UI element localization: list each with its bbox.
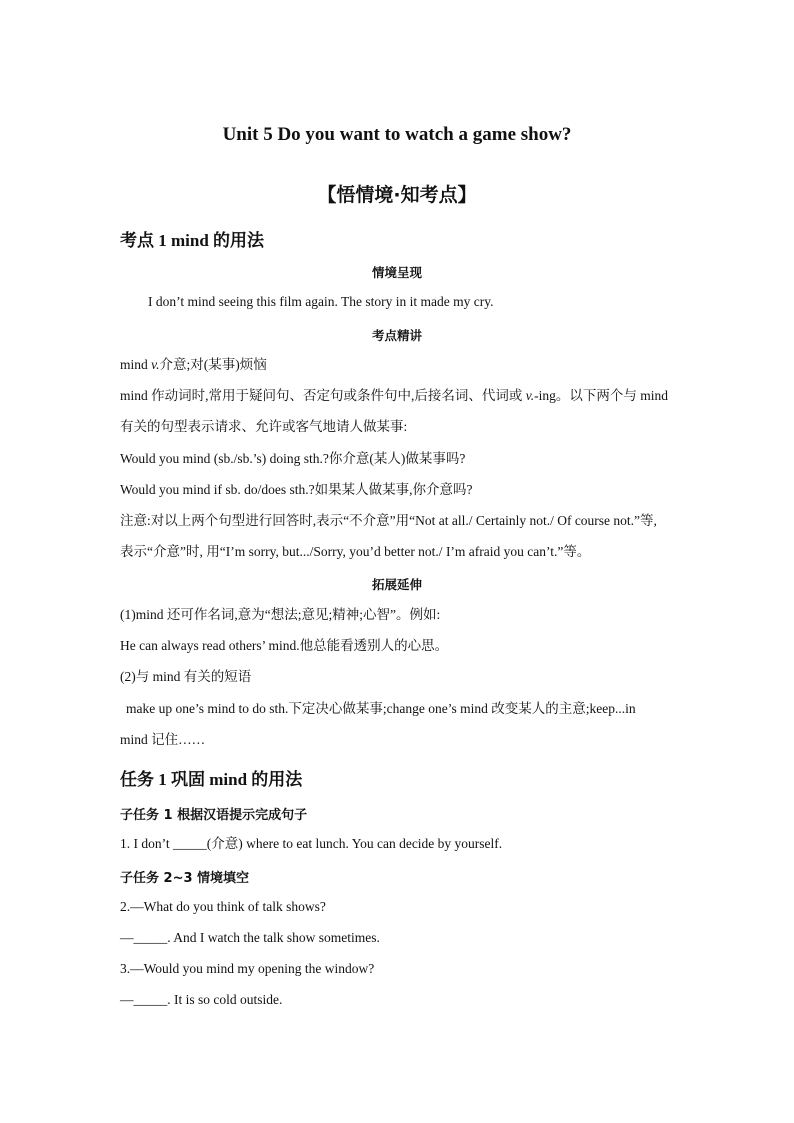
subtask-2-3-heading: 子任务 2~3 情境填空 (120, 871, 250, 886)
definition-line (120, 356, 267, 374)
label-extend: 拓展延伸 (371, 577, 422, 592)
question-3: 3.—Would you mind my opening the window? (120, 961, 375, 976)
label-explain: 考点精讲 (371, 328, 422, 343)
note-line-1: 注意:对以上两个句型进行回答时,表示“不介意”用“Not at all./ Certainly not./ Of course not.”等, (120, 513, 657, 528)
page-title: Unit 5 Do you want to watch a game show? (222, 124, 572, 145)
answer-2: —_____. And I watch the talk show sometimes. (120, 930, 380, 945)
question-1: 1. I don’t _____(介意) where to eat lunch. You can decide by yourself. (120, 836, 503, 851)
usage-text-b: -ing。以下两个与 mind (534, 388, 669, 403)
def-word: mind (120, 357, 152, 372)
note-line-2: 表示“介意”时, 用“I’m sorry, but.../Sorry, you’d better not./ I’m afraid you can’t.”等。 (120, 544, 591, 559)
def-pos: v. (151, 357, 160, 372)
point1-heading: 考点 1 mind 的用法 (120, 231, 265, 250)
phrase-line-2: mind 记住…… (120, 732, 206, 747)
subtask-1-heading: 子任务 1 根据汉语提示完成句子 (120, 808, 308, 823)
answer-3: —_____. It is so cold outside. (120, 992, 283, 1007)
usage-line-2: 有关的句型表示请求、允许或客气地请人做某事: (120, 419, 408, 434)
label-context: 情境呈现 (371, 265, 422, 280)
example-sentence: I don’t mind seeing this film again. The story in it made my cry. (148, 294, 494, 309)
task1-heading: 任务 1 巩固 mind 的用法 (120, 770, 303, 789)
usage-pos: v. (525, 388, 535, 403)
pattern-2: Would you mind if sb. do/does sth.?如果某人做某事,你介意吗? (120, 482, 473, 497)
phrase-line-1: make up one’s mind to do sth.下定决心做某事;change one’s mind 改变某人的主意;keep...in (126, 701, 636, 716)
pattern-1: Would you mind (sb./sb.’s) doing sth.?你介意(某人)做某事吗? (120, 451, 466, 466)
usage-text-a: mind 作动词时,常用于疑问句、否定句或条件句中,后接名词、代词或 (120, 388, 526, 403)
usage-line-1 (120, 387, 668, 405)
question-2: 2.—What do you think of talk shows? (120, 899, 326, 914)
extension-1: (1)mind 还可作名词,意为“想法;意见;精神;心智”。例如: (120, 607, 441, 622)
extension-1-example: He can always read others’ mind.他总能看透别人的心思。 (120, 638, 449, 653)
section-heading: 【悟情境·知考点】 (317, 184, 477, 206)
extension-2: (2)与 mind 有关的短语 (120, 669, 252, 684)
def-meaning: 介意;对(某事)烦恼 (159, 357, 267, 372)
